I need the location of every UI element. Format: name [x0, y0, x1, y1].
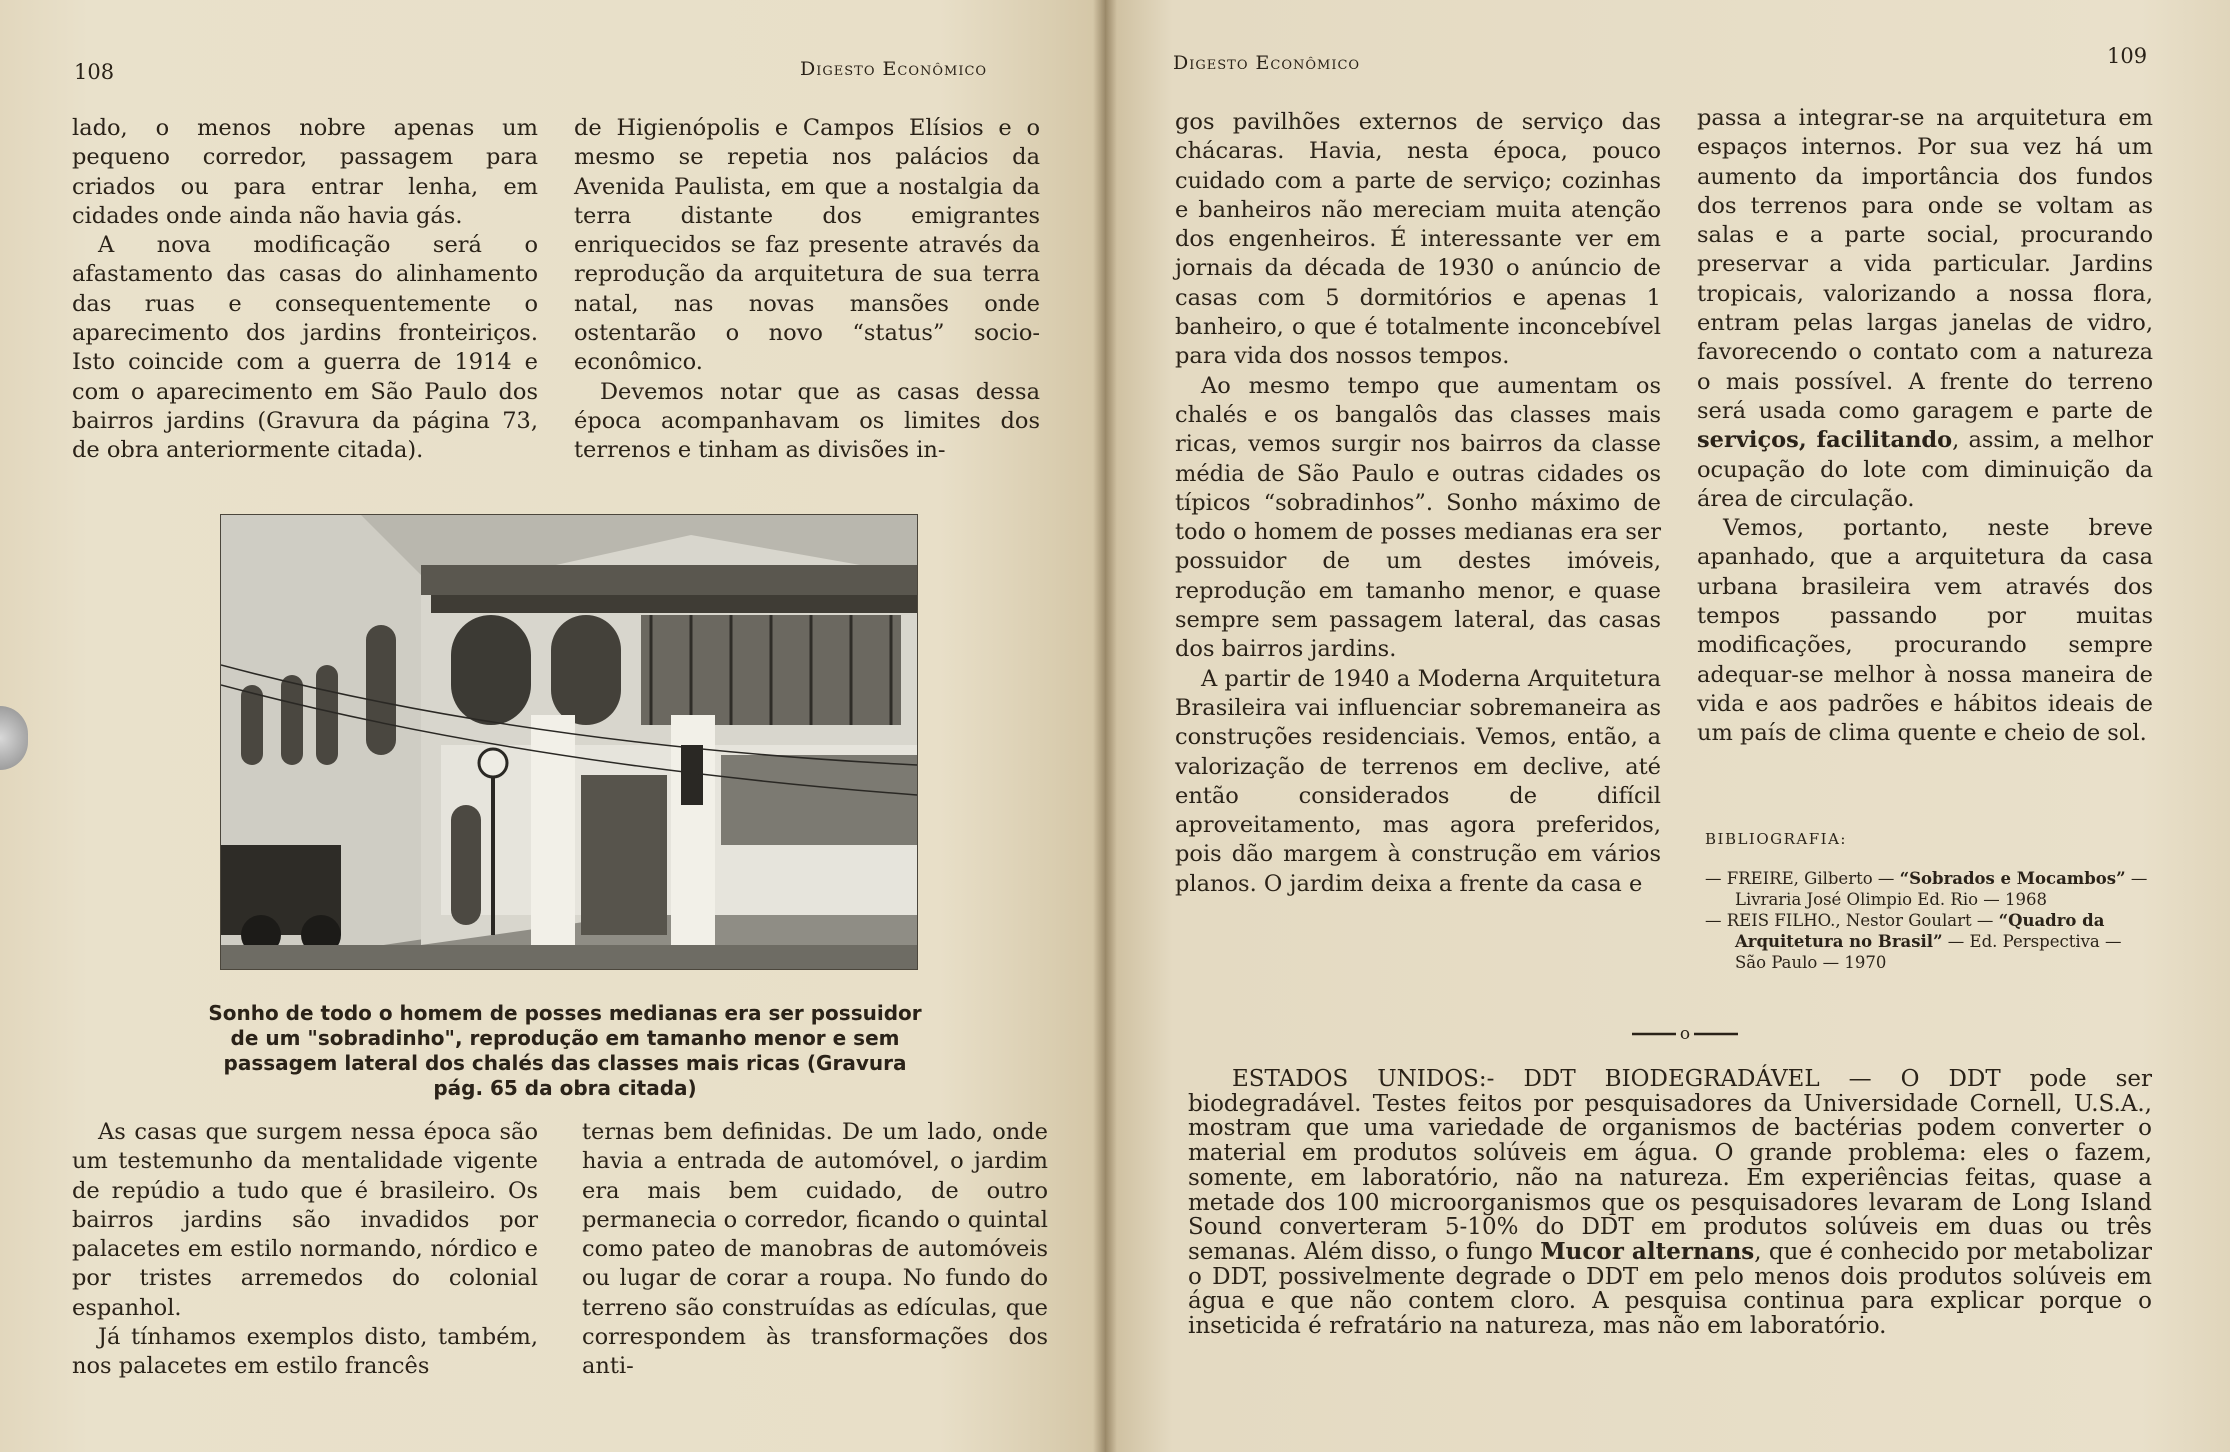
divider-glyph: o	[1679, 1024, 1691, 1043]
paragraph: ternas bem definidas. De um lado, onde havia a entrada de automóvel, o jardim era mais bem cuidado, de outro permanecia o corredor, ficando o quintal como pateo de manobras de automóveis ou lugar de corar a roupa. No fundo do terreno são construídas as edículas, que correspondem às transformações dos anti-	[582, 1119, 1048, 1380]
section-divider	[1632, 1023, 1738, 1043]
right-col1	[1175, 108, 1661, 899]
bibliography-list	[1705, 868, 2151, 973]
paragraph: Já tínhamos exemplos disto, também, nos palacetes em estilo francês	[72, 1324, 538, 1380]
paragraph: A partir de 1940 a Moderna Arquitetura Brasileira vai influenciar sobremaneira as construções residenciais. Vemos, então, a valorização de terrenos em declive, até então considerados de difícil aproveitamento, mas agora preferidos, pois dão margem à construção em vários planos. O jardim deixa a frente da casa e	[1175, 665, 1661, 897]
text-run: — Ed. Perspectiva — São Paulo — 1970	[1735, 932, 2122, 972]
book-title: “Sobrados e Mocambos”	[1899, 869, 2126, 888]
photo-caption: Sonho de todo o homem de posses medianas era ser possuidor de um "sobradinho", reprodução em tamanho menor e sem passagem lateral dos chalés das classes mais ricas (Gravura pág. 65 da obra citada)	[208, 1001, 922, 1100]
text-run: — O DDT pode ser biodegradável. Testes feitos por pesquisadores da Universidade Cornell, U.S.A., mostram que uma variedade de organismos de bactérias podem converter o material em produtos solúveis em água. O grande problema: eles o fazem, somente, em laboratório, não na natureza. Em experiências feitas, quase a metade dos 100 microorganismos que os pesquisadores levaram de Long Island Sound converteram 5-10% do DDT em produtos solúveis em duas ou três semanas. Além disso, o fungo	[1188, 1066, 2152, 1265]
book-title: “Quadro da Arquitetura no Brasil”	[1735, 911, 2105, 951]
paragraph: gos pavilhões externos de serviço das chácaras. Havia, nesta época, pouco cuidado com a parte de serviço; cozinhas e banheiros não mereciam muita atenção dos engenheiros. É interessante ver em jornais da década de 1930 o anúncio de casas com 5 dormitórios e apenas 1 banheiro, o que é totalmente inconcebível para vida dos nossos tempos.	[1175, 109, 1661, 370]
bibliography-entry	[1705, 868, 2151, 910]
paragraph: lado, o menos nobre apenas um pequeno corredor, passagem para criados ou para entrar lenha, em cidades onde ainda não havia gás.	[72, 115, 538, 229]
paragraph: As casas que surgem nessa época são um testemunho da mentalidade vigente de repúdio a tudo que é brasileiro. Os bairros jardins são invadidos por palacetes em estilo normando, nórdico e por tristes arremedos do colonial espanhol.	[72, 1119, 538, 1321]
book-gutter	[1093, 0, 1117, 1452]
text-run: passa a integrar-se na arquitetura em espaços internos. Por sua vez há um aumento da importância dos fundos dos terrenos para onde se voltam as salas e a parte social, procurando preservar a vida particular. Jardins tropicais, valorizando a nossa flora, entram pelas largas janelas de vidro, favorecendo o contato com a natureza o mais possível. A frente do terreno será usada como garagem e parte de	[1697, 105, 2153, 424]
left-col2-top	[574, 114, 1040, 466]
bold-text: serviços, facilitando	[1697, 427, 1953, 454]
paragraph: A nova modificação será o afastamento das casas do alinhamento das ruas e consequentemente o aparecimento dos jardins fronteiriços. Isto coincide com a guerra de 1914 e com o aparecimento em São Paulo dos bairros jardins (Gravura da página 73, de obra anteriormente citada).	[72, 232, 538, 464]
paragraph	[1697, 104, 2153, 514]
paragraph: Ao mesmo tempo que aumentam os chalés e os bangalôs das classes mais ricas, vemos surgir nos bairros da classe média de São Paulo e outras cidades os típicos “sobradinhos”. Sonho máximo de todo o homem de posses medianas era ser possuidor de um destes imóveis, reprodução em tamanho menor, e quase sempre sem passagem lateral, das casas dos bairros jardins.	[1175, 372, 1661, 663]
bold-text: Mucor alternans	[1540, 1237, 1755, 1265]
bibliography-title: BIBLIOGRAFIA:	[1705, 830, 1847, 848]
running-head-left: Digesto Econômico	[800, 58, 988, 80]
news-item	[1188, 1067, 2152, 1339]
running-head-right: Digesto Econômico	[1173, 52, 1361, 74]
text-run: — FREIRE, Gilberto —	[1705, 869, 1900, 888]
right-col2	[1697, 104, 2153, 749]
text-run: , que é conhecido por metabolizar o DDT, possivelmente degrade o DDT em pelo menos dois produtos solúveis em água e que não contem cloro. A pesquisa continua para explicar porque o inseticida é refratário na natureza, mas não em laboratório.	[1188, 1238, 2152, 1340]
paragraph: de Higienópolis e Campos Elísios e o mesmo se repetia nos palácios da Avenida Paulista, em que a nostalgia da terra distante dos emigrantes enriquecidos se faz presente através da reprodução da arquitetura de sua terra natal, nas novas mansões onde ostentarão o novo “status” socio-econômico.	[574, 115, 1040, 376]
left-col2-bottom	[582, 1118, 1048, 1382]
text-run: — Livraria José Olimpio Ed. Rio — 1968	[1735, 869, 2148, 909]
right-page	[1105, 0, 2230, 1452]
divider-rule	[1632, 1023, 1738, 1043]
left-col1-bottom	[72, 1118, 538, 1382]
sobradinho-photo-illustration	[221, 515, 917, 969]
page-number-left: 108	[74, 60, 115, 84]
house-photo	[220, 514, 918, 970]
paragraph: Vemos, portanto, neste breve apanhado, que a arquitetura da casa urbana brasileira vem através dos tempos passando por muitas modificações, procurando sempre adequar-se melhor à nossa maneira de vida e aos padrões e hábitos ideais de um país de clima quente e cheio de sol.	[1697, 515, 2153, 747]
news-headline: ESTADOS UNIDOS:- DDT BIODEGRADÁVEL	[1232, 1066, 1820, 1092]
paragraph	[1188, 1067, 2152, 1339]
paragraph: Devemos notar que as casas dessa época acompanhavam os limites dos terrenos e tinham as divisões in-	[574, 378, 1040, 464]
bibliography-entry	[1705, 910, 2151, 973]
left-page	[0, 0, 1105, 1452]
page-number-right: 109	[2107, 44, 2148, 68]
left-col1-top	[72, 114, 538, 466]
text-run: , assim, a melhor ocupação do lote com diminuição da área de circulação.	[1697, 427, 2154, 512]
text-run: — REIS FILHO., Nestor Goulart —	[1705, 911, 1999, 930]
